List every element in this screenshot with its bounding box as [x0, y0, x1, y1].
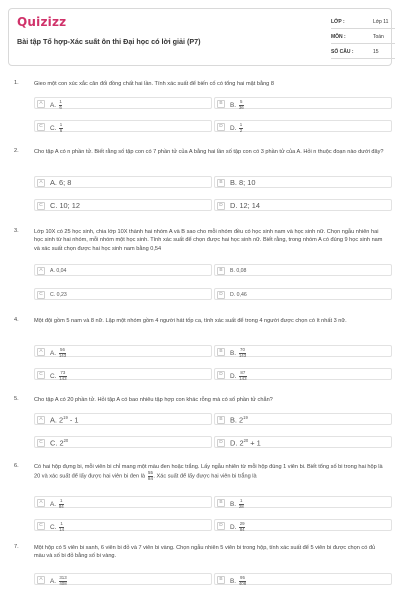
option-letter: C: [37, 439, 45, 447]
fraction: $\frac{87}{143}$: [239, 370, 247, 381]
worksheet-header: [8, 8, 392, 66]
brand-logo: Quizizz: [17, 15, 67, 29]
option-c[interactable]: [34, 199, 212, 211]
option-d[interactable]: [214, 120, 392, 132]
option-text: A. 0,04: [50, 268, 67, 274]
option-letter: A: [37, 179, 45, 187]
question-text: Một hộp có 5 viên bi xanh, 6 viên bi đỏ và 7 viên bi vàng. Chọn ngẫu nhiên 5 viên bi trong hộp, tính xác suất để 5 viên bi được chọn có đủ màu và số bi đỏ bằng số bi vàng.: [34, 545, 376, 560]
option-b[interactable]: [214, 264, 392, 276]
option-a[interactable]: [34, 97, 212, 109]
question-number: 2.: [14, 148, 19, 154]
option-letter: C: [37, 123, 45, 131]
meta-value: Lớp 11: [373, 19, 389, 25]
option-letter: D: [217, 291, 225, 299]
option-text: C. 0,23: [50, 292, 67, 298]
option-d[interactable]: [214, 199, 392, 211]
option-letter: C: [37, 371, 45, 379]
question-text: Cho tập A có n phần tử. Biết rằng số tập con có 7 phần tử của A bằng hai lần số tập con có 3 phần tử của A. Hỏi n thuộc đoạn nào dưới đây?: [34, 149, 384, 155]
option-b[interactable]: [214, 97, 392, 109]
question-number: 7.: [14, 544, 19, 550]
option-c[interactable]: [34, 519, 212, 531]
option-letter: C: [37, 291, 45, 299]
option-letter: B: [217, 179, 225, 187]
option-text: B. $\frac{70}{143}$: [230, 347, 247, 358]
option-text: B. $\frac{95}{408}$: [230, 575, 247, 586]
option-d[interactable]: [214, 519, 392, 531]
option-b[interactable]: [214, 176, 392, 188]
fraction: $\frac{29}{84}$: [239, 521, 245, 532]
option-letter: A: [37, 499, 45, 507]
option-letter: B: [217, 348, 225, 356]
option-letter: A: [37, 576, 45, 584]
meta-count: [331, 46, 395, 59]
option-text: C. $\frac{1}{14}$: [50, 521, 65, 532]
fraction: $\frac{70}{143}$: [238, 347, 247, 358]
fraction: $\frac{313}{408}$: [59, 575, 67, 586]
option-text: D. $\frac{87}{143}$: [230, 370, 247, 381]
option-letter: D: [217, 439, 225, 447]
option-c[interactable]: [34, 288, 212, 300]
option-letter: A: [37, 100, 45, 108]
option-letter: D: [217, 202, 225, 210]
fraction: $\frac{5}{36}$: [238, 99, 244, 110]
meta-value: Toán: [373, 34, 384, 40]
question-text: Gieo một con xúc xắc cân đối đồng chất hai lần. Tính xác suất để biến cố có tổng hai mặt bằng 8: [34, 81, 274, 87]
option-letter: A: [37, 348, 45, 356]
option-text: D. 12; 14: [230, 201, 260, 210]
meta-key: LỚP :: [331, 19, 345, 25]
worksheet-title: Bài tập Tổ hợp-Xác suất ôn thi Đại học có lời giải (P7): [17, 37, 201, 46]
option-text: A. $2^{19} - 1$: [50, 415, 79, 425]
option-letter: A: [37, 267, 45, 275]
option-d[interactable]: [214, 288, 392, 300]
option-a[interactable]: [34, 176, 212, 188]
option-text: A. $\frac{313}{408}$: [50, 575, 67, 586]
option-letter: A: [37, 416, 45, 424]
option-b[interactable]: [214, 496, 392, 508]
question-text: Có hai hộp đựng bi, mỗi viên bi chỉ mang một màu đen hoặc trắng. Lấy ngẫu nhiên từ mỗi hộp đúng 1 viên bi. Biết tổng số bi trong hai hộp là 20 và xác suất để lấy được hai viên bi đen là $\frac{55}{84}$ . Xác suất để lấy được hai viên bi trắng là: [34, 464, 383, 481]
option-text: B. 0,08: [230, 268, 247, 274]
option-a[interactable]: [34, 413, 212, 425]
option-text: C. 10; 12: [50, 201, 80, 210]
option-c[interactable]: [34, 120, 212, 132]
option-text: A. 6; 8: [50, 178, 72, 187]
question-number: 3.: [14, 228, 19, 234]
fraction: $\frac{56}{143}$: [58, 347, 67, 358]
meta-key: SỐ CÂU :: [331, 49, 354, 55]
question-number: 6.: [14, 463, 19, 469]
question-text: Một đội gồm 5 nam và 8 nữ. Lập một nhóm gồm 4 người hát tốp ca, tính xác suất để trong 4 người được chọn có ít nhất 3 nữ.: [34, 318, 347, 324]
option-letter: B: [217, 576, 225, 584]
fraction: $\frac{1}{84}$: [58, 498, 64, 509]
option-a[interactable]: [34, 264, 212, 276]
option-c[interactable]: [34, 368, 212, 380]
option-letter: B: [217, 100, 225, 108]
option-b[interactable]: [214, 413, 392, 425]
meta-value: 15: [373, 49, 379, 55]
option-text: D. $\frac{29}{84}$: [230, 521, 245, 532]
question-number: 5.: [14, 396, 19, 402]
option-letter: B: [217, 267, 225, 275]
option-text: B. $2^{19}$: [230, 415, 248, 425]
meta-class: [331, 16, 395, 29]
option-text: B. $\frac{1}{28}$: [230, 498, 244, 509]
option-c[interactable]: [34, 436, 212, 448]
meta-subject: [331, 31, 395, 44]
option-text: A. $\frac{1}{6}$: [50, 99, 62, 110]
option-text: A. $\frac{56}{143}$: [50, 347, 67, 358]
option-a[interactable]: [34, 345, 212, 357]
option-d[interactable]: [214, 368, 392, 380]
option-text: C. $2^{20}$: [50, 438, 69, 448]
fraction: $\frac{55}{84}$: [148, 470, 153, 481]
option-letter: B: [217, 499, 225, 507]
option-letter: C: [37, 522, 45, 530]
option-text: B. $\frac{5}{36}$: [230, 99, 244, 110]
question-text: Cho tập A có 20 phần tử. Hỏi tập A có bao nhiêu tập hợp con khác rỗng mà có số phần tử chẵn?: [34, 397, 273, 403]
question-number: 4.: [14, 317, 19, 323]
option-d[interactable]: [214, 436, 392, 448]
fraction: $\frac{1}{6}$: [59, 99, 62, 110]
option-text: C. $\frac{1}{6}$: [50, 122, 63, 133]
fraction: $\frac{1}{6}$: [59, 122, 63, 133]
fraction: $\frac{1}{14}$: [59, 521, 65, 532]
option-text: D. 0,46: [230, 292, 247, 298]
option-letter: C: [37, 202, 45, 210]
option-text: B. 8; 10: [230, 178, 256, 187]
fraction: $\frac{73}{143}$: [59, 370, 67, 381]
option-a[interactable]: [34, 573, 212, 585]
option-b[interactable]: [214, 345, 392, 357]
fraction: $\frac{95}{408}$: [238, 575, 247, 586]
option-text: D. $2^{20} + 1$: [230, 438, 261, 448]
question-text: Lớp 10X có 25 học sinh, chia lớp 10X thành hai nhóm A và B sao cho mỗi nhóm đều có học sinh nam và học sinh nữ. Chọn ngẫu nhiên hai học sinh từ hai nhóm, mỗi nhóm một học sinh. Tính xác suất để chọn được hai học sinh nữ. Biết rằng, trong nhóm A có đúng 9 học sinh nam và xác suất chọn được hai học sinh nam bằng 0,54: [34, 229, 383, 252]
fraction: $\frac{1}{28}$: [238, 498, 244, 509]
meta-key: MÔN :: [331, 34, 346, 40]
option-a[interactable]: [34, 496, 212, 508]
option-b[interactable]: [214, 573, 392, 585]
option-text: C. $\frac{73}{143}$: [50, 370, 67, 381]
option-text: D. $\frac{1}{2}$: [230, 122, 243, 133]
option-letter: D: [217, 522, 225, 530]
option-letter: D: [217, 371, 225, 379]
fraction: $\frac{1}{2}$: [239, 122, 243, 133]
question-number: 1.: [14, 80, 19, 86]
option-letter: B: [217, 416, 225, 424]
option-letter: D: [217, 123, 225, 131]
option-text: A. $\frac{1}{84}$: [50, 498, 64, 509]
